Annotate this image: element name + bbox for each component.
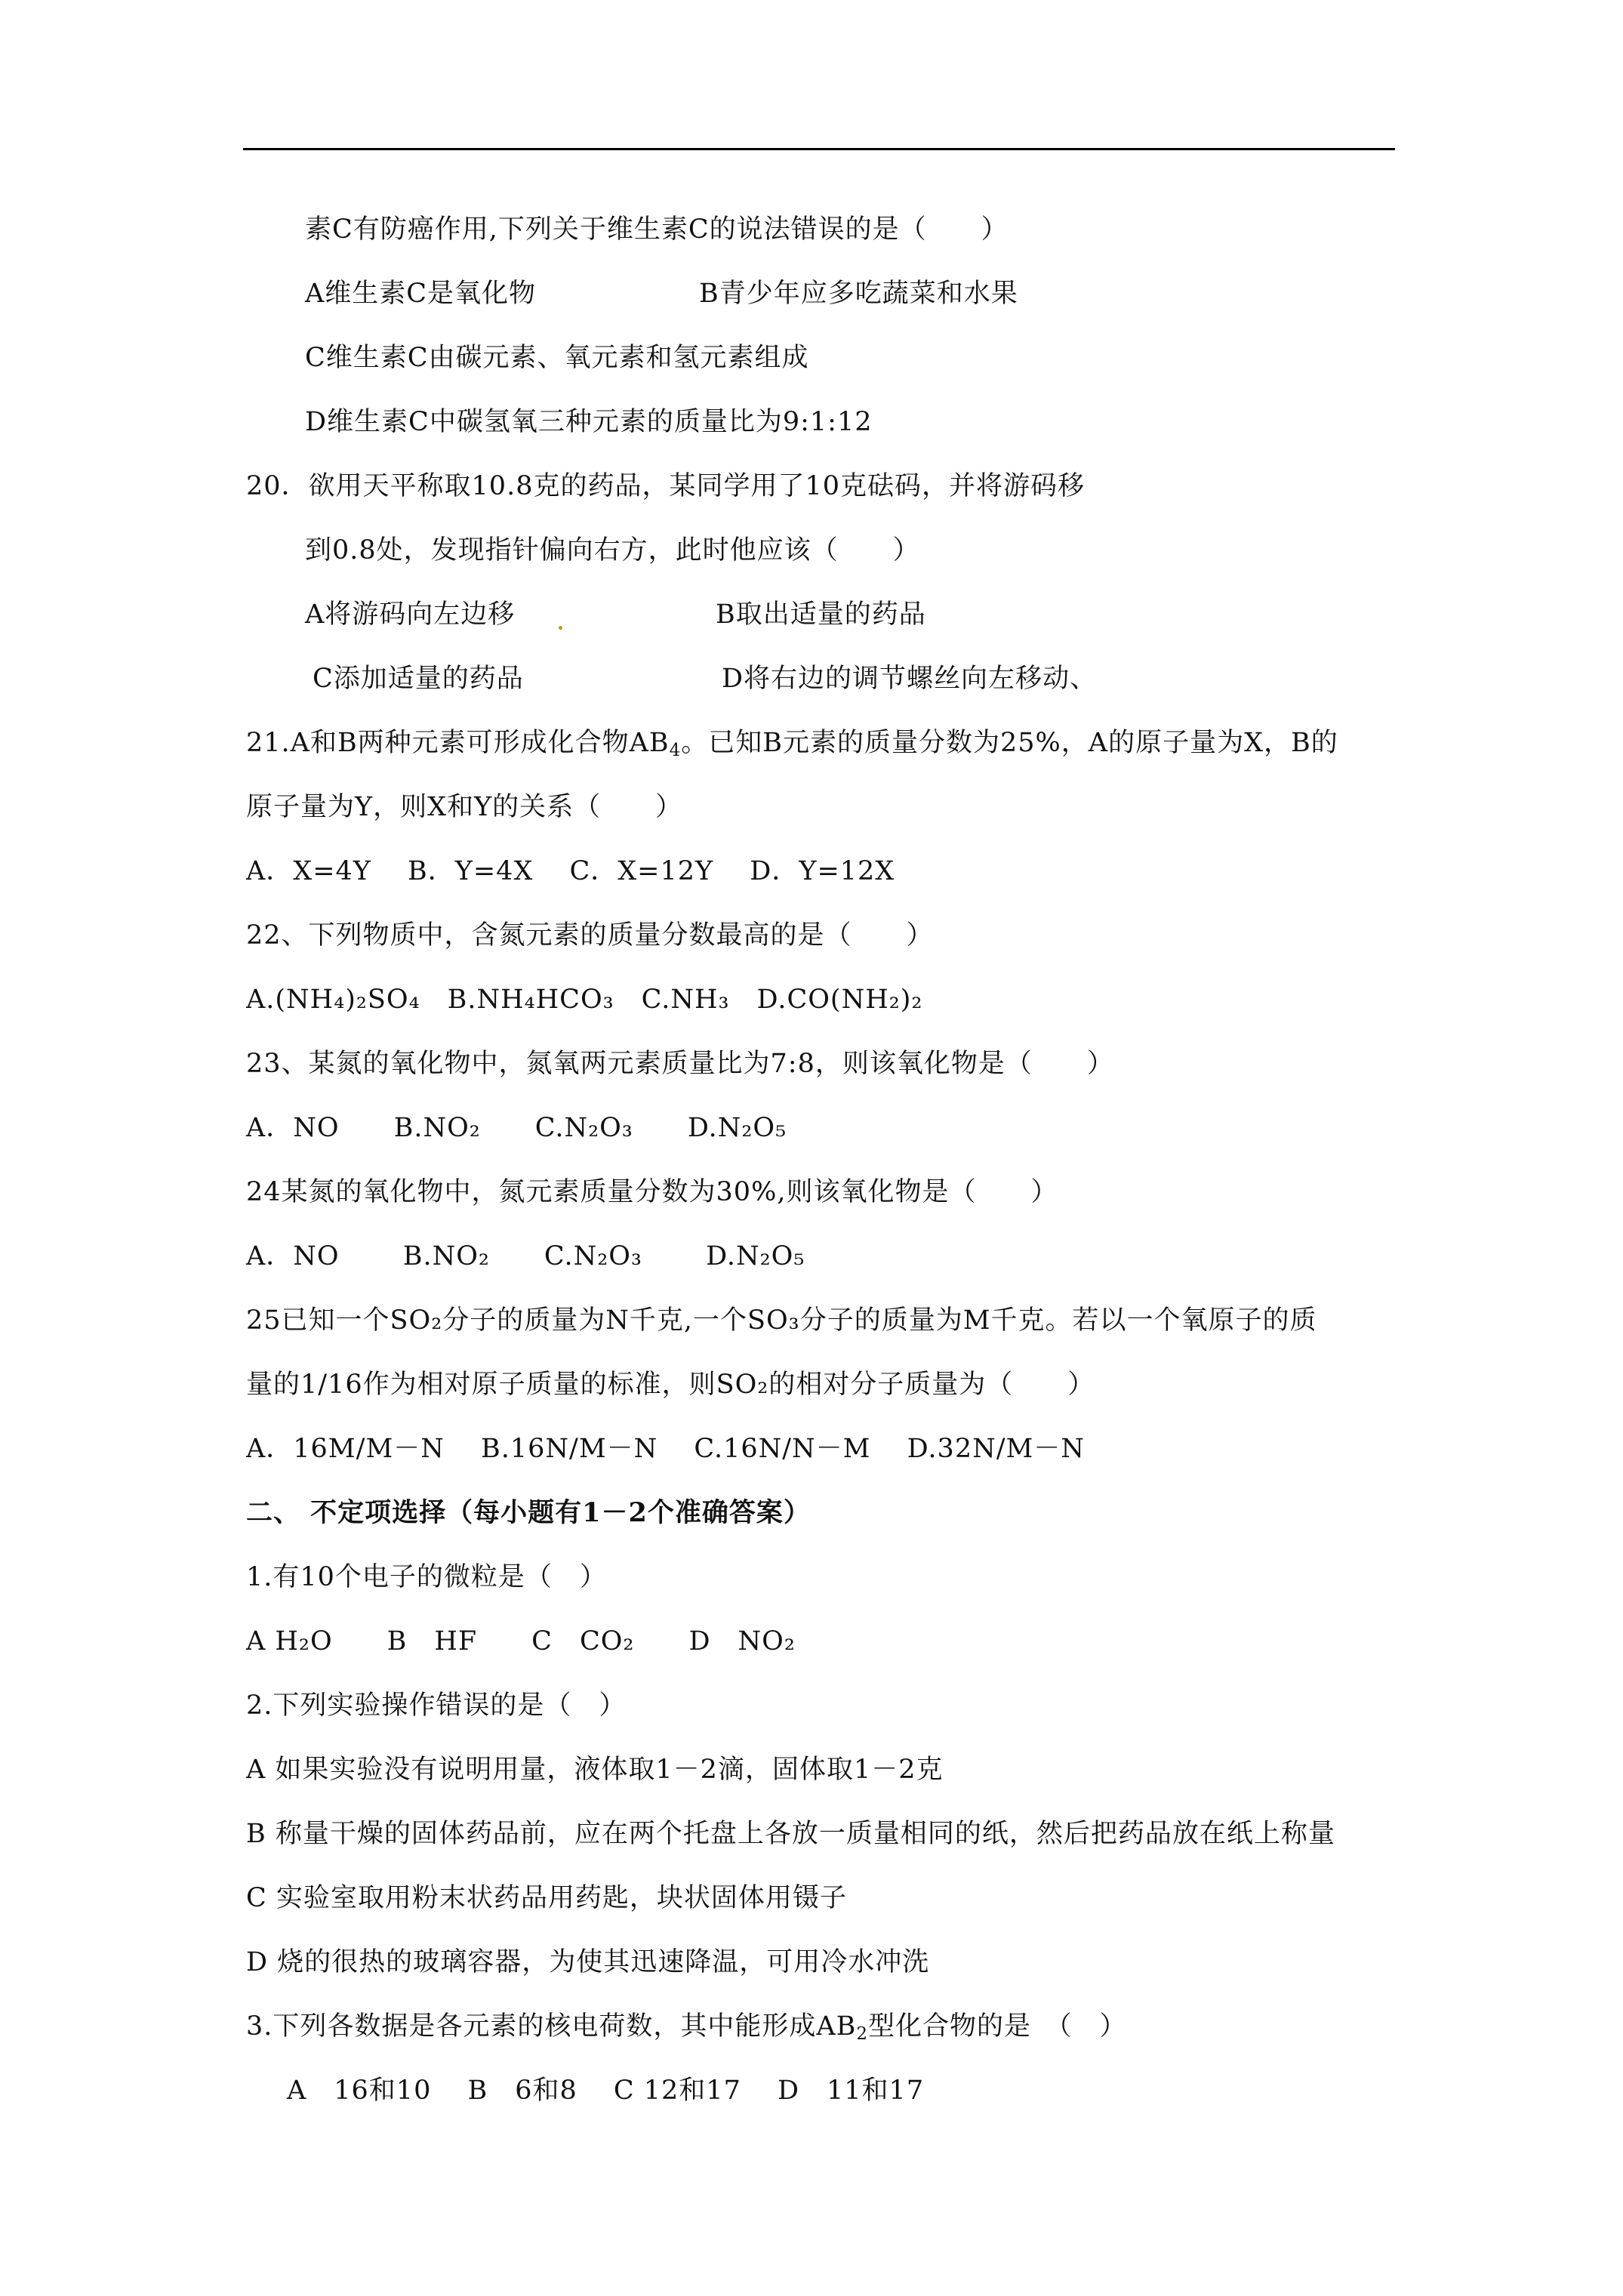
q21-stem: 21.A和B两种元素可形成化合物$AB_4$。已知B元素的质量分数为25%，A的原子量为X，B的 [246, 728, 1338, 760]
q19-option-b: B青少年应多吃蔬菜和水果 [699, 279, 1018, 309]
q20-option-b: B取出适量的药品 [716, 599, 926, 630]
q24-stem: 24某氮的氧化物中，氮元素质量分数为30%,则该氧化物是（ ） [246, 1177, 1058, 1207]
q24-options: A．NO B.NO₂ C.N₂O₃ D.N₂O₅ [246, 1241, 805, 1271]
s2-q2-option-d: D 烧的很热的玻璃容器，为使其迅速降温，可用冷水冲洗 [246, 1947, 930, 1977]
q19-option-c: C维生素C由碳元素、氧元素和氢元素组成 [305, 343, 809, 373]
s2-q2-option-c: C 实验室取用粉末状药品用药匙，块状固体用镊子 [246, 1883, 847, 1913]
q23-stem: 23、某氮的氧化物中，氮氧两元素质量比为7:8，则该氧化物是（ ） [246, 1049, 1114, 1079]
q20-option-d: D将右边的调节螺丝向左移动、 [722, 664, 1098, 694]
q19-stem-cont: 素C有防癌作用,下列关于维生素C的说法错误的是（ ） [305, 214, 1009, 245]
s2-q3-options: A 16和10 B 6和8 C 12和17 D 11和17 [287, 2076, 925, 2106]
q25-options: A．16M/M－N B.16N/M－N C.16N/N－M D.32N/M－N [246, 1434, 1085, 1464]
q20-option-c: C添加适量的药品 [313, 664, 524, 694]
q20-stem-cont: 到0.8处，发现指针偏向右方，此时他应该（ ） [305, 535, 920, 566]
q19-option-a: A维生素C是氧化物 [305, 279, 537, 309]
header-rule [243, 148, 1395, 150]
q22-stem: 22、下列物质中，含氮元素的质量分数最高的是（ ） [246, 920, 934, 951]
q23-options: A．NO B.NO₂ C.N₂O₃ D.N₂O₅ [246, 1113, 787, 1143]
section-2-heading: 二、 不定项选择（每小题有1－2个准确答案） [246, 1497, 811, 1528]
q25-stem: 25已知一个SO₂分子的质量为N千克,一个SO₃分子的质量为M千克。若以一个氧原子的质 [246, 1305, 1317, 1336]
q19-option-d: D维生素C中碳氢氧三种元素的质量比为9:1:12 [305, 407, 873, 437]
q20-option-a: A将游码向左边移 [305, 599, 516, 630]
stray-dot [559, 626, 562, 630]
q21-options: A．X=4Y B．Y=4X C．X=12Y D．Y=12X [246, 856, 895, 886]
q21-stem-cont: 原子量为Y，则X和Y的关系（ ） [246, 792, 683, 822]
s2-q3-stem: 3.下列各数据是各元素的核电荷数，其中能形成$AB_2$型化合物的是 （ ） [246, 2011, 1127, 2044]
s2-q2-option-a: A 如果实验没有说明用量，液体取1－2滴，固体取1－2克 [246, 1755, 944, 1785]
s2-q2-stem: 2.下列实验操作错误的是（ ） [246, 1690, 627, 1721]
s2-q2-option-b: B 称量干燥的固体药品前，应在两个托盘上各放一质量相同的纸，然后把药品放在纸上称量 [246, 1819, 1335, 1849]
s2-q1-stem: 1.有10个电子的微粒是（ ） [246, 1562, 607, 1592]
s2-q1-options: A H₂O B HF C CO₂ D NO₂ [246, 1626, 796, 1657]
q22-options: A.(NH₄)₂SO₄ B.NH₄HCO₃ C.NH₃ D.CO(NH₂)₂ [246, 985, 923, 1015]
q25-stem-cont: 量的1/16作为相对原子质量的标准，则SO₂的相对分子质量为（ ） [246, 1370, 1095, 1400]
q20-stem: 20．欲用天平称取10.8克的药品，某同学用了10克砝码，并将游码移 [246, 471, 1086, 501]
